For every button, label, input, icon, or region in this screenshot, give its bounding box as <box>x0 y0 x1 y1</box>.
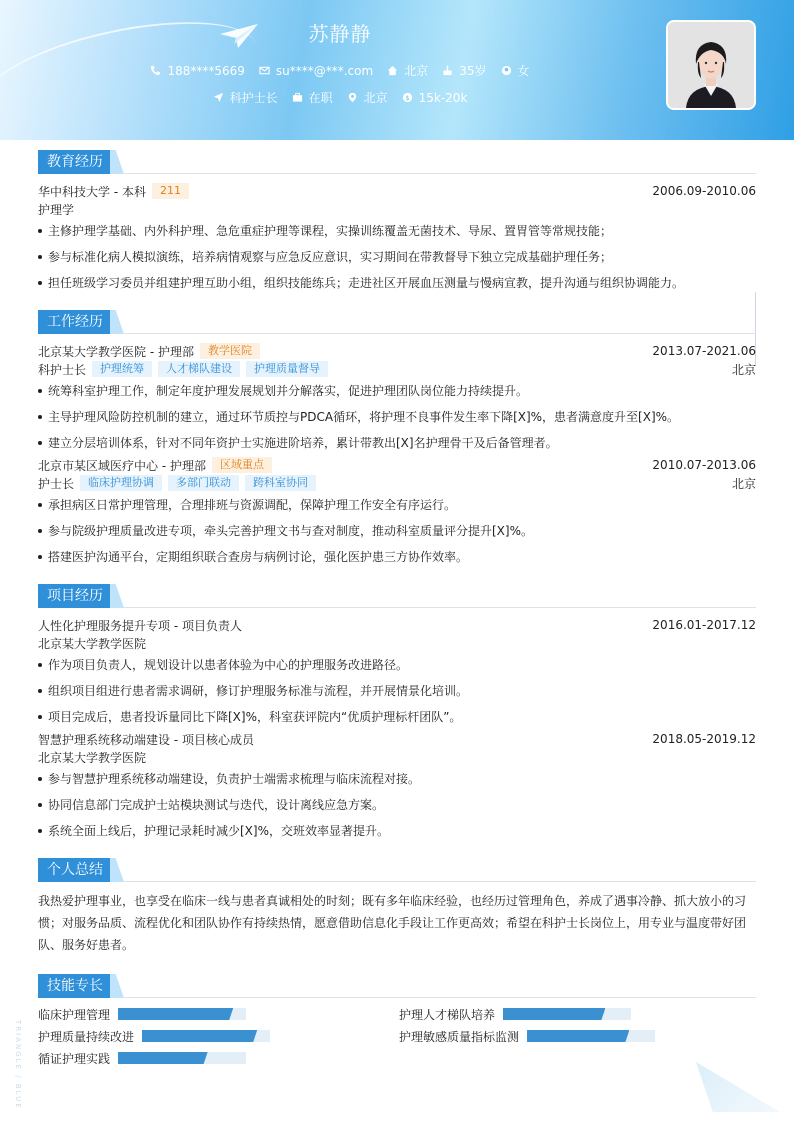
work-role-row <box>38 360 756 378</box>
section-title-projects <box>38 584 756 608</box>
skill-item <box>399 1006 756 1022</box>
list-item: 主导护理风险防控机制的建立，通过环节质控与PDCA循环，将护理不良事件发生率下降[X]%，患者满意度升至[X]%。 <box>38 404 756 430</box>
education-header-row <box>38 182 756 200</box>
phone-text: 188****5669 <box>167 63 245 78</box>
project-bullets <box>38 652 756 730</box>
location-pin-icon <box>347 92 358 103</box>
section-title-work <box>38 310 756 334</box>
skill-name: 护理人才梯队培养 <box>399 1007 496 1022</box>
list-item: 搭建医护沟通平台，定期组织联合查房与病例讨论，强化医护患三方协作效率。 <box>38 544 756 570</box>
work-entry <box>38 456 756 570</box>
list-item: 统筹科室护理工作，制定年度护理发展规划并分解落实，促进护理团队岗位能力持续提升。 <box>38 378 756 404</box>
org-tag: 区域重点 <box>212 457 272 473</box>
candidate-name: 苏静静 <box>308 22 372 46</box>
section-title-text: 工作经历 <box>38 310 112 334</box>
list-item: 建立分层培训体系，针对不同年资护士实施进阶培养，累计带教出[X]名护理骨干及后备管理者。 <box>38 430 756 456</box>
age-text: 35岁 <box>459 64 487 78</box>
gender-text: 女 <box>517 64 530 78</box>
project-org-row <box>38 634 756 652</box>
skill-tag: 人才梯队建设 <box>158 361 240 377</box>
project-header-row <box>38 730 756 748</box>
phone-item <box>150 62 244 79</box>
project-entry <box>38 730 756 844</box>
project-entry <box>38 616 756 730</box>
skill-item <box>399 1028 756 1044</box>
summary-text: 我热爱护理事业，也享受在临床一线与患者真诚相处的时刻；既有多年临床经验，也经历过管理角色，养成了遇事冷静、抓大放小的习惯；对服务品质、流程优化和团队协作有持续热情，愿意借助信息化手段让工作更高效；希望在科护士长岗位上，用专业与温度带好团队、服务好患者。 <box>38 894 747 952</box>
city-item <box>387 62 428 79</box>
work-header-row <box>38 456 756 474</box>
age-item <box>442 62 486 79</box>
send-icon <box>213 92 224 103</box>
work-org: 北京市某区域医疗中心 - 护理部 <box>38 458 206 473</box>
skill-name: 循证护理实践 <box>38 1051 111 1066</box>
list-item: 担任班级学习委员并组建护理互助小组，组织技能练兵；走进社区开展血压测量与慢病宣教，提升沟通与组织协调能力。 <box>38 270 756 296</box>
salary-text: 15k-20k <box>418 90 468 105</box>
salary-item <box>402 89 468 106</box>
project-date: 2016.01-2017.12 <box>652 618 756 632</box>
section-title-text: 教育经历 <box>38 150 112 174</box>
section-title-skills <box>38 974 756 998</box>
summary-section <box>38 858 756 956</box>
money-icon <box>402 92 413 103</box>
work-location: 北京 <box>731 362 756 377</box>
job-intent-row <box>0 89 680 106</box>
list-item: 作为项目负责人，规划设计以患者体验为中心的护理服务改进路径。 <box>38 652 756 678</box>
project-bullets <box>38 766 756 844</box>
education-section <box>38 150 756 296</box>
list-item: 承担病区日常护理管理，合理排班与资源调配，保障护理工作安全有序运行。 <box>38 492 756 518</box>
section-title-text: 个人总结 <box>38 858 112 882</box>
projects-section <box>38 584 756 844</box>
city-text: 北京 <box>404 64 429 78</box>
position-text: 科护士长 <box>229 91 278 105</box>
org-tag: 教学医院 <box>200 343 260 359</box>
project-org-row <box>38 748 756 766</box>
section-title-text: 项目经历 <box>38 584 112 608</box>
skill-tag: 护理质量督导 <box>246 361 328 377</box>
work-section <box>38 310 756 570</box>
contact-row <box>0 62 680 79</box>
avatar-portrait <box>668 22 754 108</box>
work-role: 护士长 <box>38 476 75 491</box>
resume-header <box>0 0 794 140</box>
work-date: 2013.07-2021.06 <box>652 344 756 358</box>
corner-decoration <box>696 1062 780 1112</box>
briefcase-icon <box>292 92 303 103</box>
school-tag: 211 <box>152 183 189 199</box>
gender-item <box>501 62 530 79</box>
skill-bar-fill <box>503 1008 605 1020</box>
work-location: 北京 <box>731 476 756 491</box>
skill-tag: 护理统筹 <box>92 361 152 377</box>
skill-name: 护理敏感质量指标监测 <box>399 1029 520 1044</box>
education-entry <box>38 182 756 296</box>
education-date: 2006.09-2010.06 <box>652 184 756 198</box>
skill-bar <box>142 1030 270 1042</box>
skill-bar-fill <box>118 1052 208 1064</box>
phone-icon <box>150 65 161 76</box>
project-org: 北京某大学教学医院 <box>38 636 147 651</box>
status-text: 在职 <box>308 91 333 105</box>
list-item: 参与标准化病人模拟演练，培养病情观察与应急反应意识，实习期间在带教督导下独立完成基础护理任务； <box>38 244 756 270</box>
work-role-row <box>38 474 756 492</box>
profile-photo <box>666 20 756 110</box>
skill-tag: 临床护理协调 <box>80 475 162 491</box>
skill-item <box>38 1006 399 1022</box>
project-name: 人性化护理服务提升专项 - 项目负责人 <box>38 618 242 633</box>
email-item <box>259 62 373 79</box>
position-item <box>213 89 278 106</box>
work-entry <box>38 342 756 456</box>
project-name: 智慧护理系统移动端建设 - 项目核心成员 <box>38 732 254 747</box>
email-text: su****@***.com <box>275 63 374 78</box>
skill-bar <box>527 1030 655 1042</box>
skill-bar-fill <box>142 1030 257 1042</box>
target-city-item <box>347 89 388 106</box>
list-item: 组织项目组进行患者需求调研，修订护理服务标准与流程，并开展情景化培训。 <box>38 678 756 704</box>
skill-bar-fill <box>118 1008 233 1020</box>
section-title-text: 技能专长 <box>38 974 112 998</box>
education-major-row <box>38 200 756 218</box>
list-item: 系统全面上线后，护理记录耗时减少[X]%，交班效率显著提升。 <box>38 818 756 844</box>
major: 护理学 <box>38 202 75 217</box>
section-title-education <box>38 150 756 174</box>
section-title-summary <box>38 858 756 882</box>
work-role: 科护士长 <box>38 362 87 377</box>
status-item <box>292 89 333 106</box>
project-date: 2018.05-2019.12 <box>652 732 756 746</box>
skill-bar <box>118 1052 246 1064</box>
list-item: 参与院级护理质量改进专项，牵头完善护理文书与查对制度，推动科室质量评分提升[X]%。 <box>38 518 756 544</box>
target-city-text: 北京 <box>363 91 388 105</box>
work-bullets <box>38 492 756 570</box>
education-bullets <box>38 218 756 296</box>
work-bullets <box>38 378 756 456</box>
skills-grid <box>38 1006 756 1066</box>
list-item: 主修护理学基础、内外科护理、急危重症护理等课程，实操训练覆盖无菌技术、导尿、置胃管等常规技能； <box>38 218 756 244</box>
list-item: 项目完成后，患者投诉量同比下降[X]%，科室获评院内“优质护理标杆团队”。 <box>38 704 756 730</box>
skill-tag: 跨科室协同 <box>245 475 316 491</box>
gender-icon <box>501 65 512 76</box>
work-org: 北京某大学教学医院 - 护理部 <box>38 344 194 359</box>
side-watermark: TRIANGLE / BLUE <box>14 1020 22 1110</box>
skill-name: 临床护理管理 <box>38 1007 111 1022</box>
project-header-row <box>38 616 756 634</box>
work-date: 2010.07-2013.06 <box>652 458 756 472</box>
cake-icon <box>442 65 453 76</box>
skills-section <box>38 974 756 1066</box>
skill-item <box>38 1028 399 1044</box>
svg-text:$: $ <box>405 93 410 102</box>
project-org: 北京某大学教学医院 <box>38 750 147 765</box>
home-icon <box>387 65 398 76</box>
skill-name: 护理质量持续改进 <box>38 1029 135 1044</box>
skill-item <box>38 1050 399 1066</box>
skill-tag: 多部门联动 <box>168 475 239 491</box>
mail-icon <box>259 65 270 76</box>
school-name: 华中科技大学 - 本科 <box>38 184 146 199</box>
skill-bar-fill <box>527 1030 629 1042</box>
list-item: 参与智慧护理系统移动端建设，负责护士端需求梳理与临床流程对接。 <box>38 766 756 792</box>
skill-bar <box>118 1008 246 1020</box>
list-item: 协同信息部门完成护士站模块测试与迭代，设计离线应急方案。 <box>38 792 756 818</box>
work-header-row <box>38 342 756 360</box>
skill-bar <box>503 1008 631 1020</box>
